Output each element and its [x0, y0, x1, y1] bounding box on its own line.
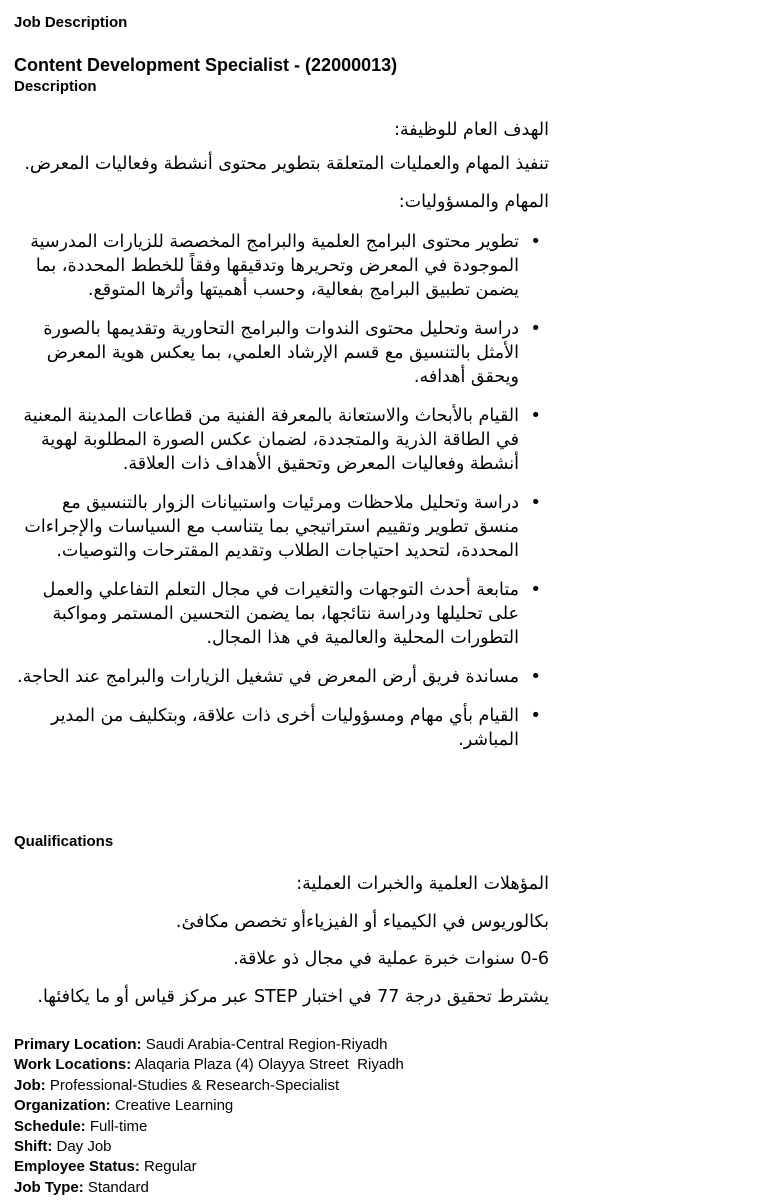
detail-schedule: Schedule: Full-time	[14, 1117, 148, 1135]
section-title: Job Description	[14, 14, 128, 31]
list-item: • مساندة فريق أرض المعرض في تشغيل الزيارات والبرامج عند الحاجة.	[12, 665, 549, 689]
detail-work-locations: Work Locations: Alaqaria Plaza (4) Olayya Street Riyadh	[14, 1056, 404, 1074]
list-item: • دراسة وتحليل ملاحظات ومرئيات واستبيانات الزوار بالتنسيق مع منسق تطوير وتقييم استراتيجي بما يتناسب مع السياسات والإجراءات المحددة، لتحديد احتياجات الطلاب وتقديم المقترحات والتوصيات.	[12, 491, 549, 563]
goal-text: تنفيذ المهام والعمليات المتعلقة بتطوير محتوى أنشطة وفعاليات المعرض.	[24, 154, 549, 174]
qualifications-label: Qualifications	[14, 833, 114, 850]
list-item: • تطوير محتوى البرامج العلمية والبرامج المخصصة للزيارات المدرسية الموجودة في المعرض وتحريرها وتدقيقها وفقاً للخطط المحددة، بما يضمن تطبيق البرامج بفعالية، وحسب أهميتها وأثرها المتوقع.	[12, 230, 549, 302]
qualification-item: يشترط تحقيق درجة 77 في اختبار STEP عبر مركز قياس أو ما يكافئها.	[37, 987, 549, 1007]
list-item: • دراسة وتحليل محتوى الندوات والبرامج التحاورية وتقديمها بالصورة الأمثل بالتنسيق مع قسم الإرشاد العلمي، بما يعكس هوية المعرض ويحقق أهدافه.	[12, 317, 549, 389]
detail-job: Job: Professional-Studies & Research-Specialist	[14, 1076, 340, 1094]
detail-primary-location: Primary Location: Saudi Arabia-Central Region-Riyadh	[14, 1036, 388, 1053]
qualification-item: بكالوريوس في الكيمياء أو الفيزياءأو تخصص مكافئ.	[175, 912, 549, 932]
description-label: Description	[14, 78, 97, 95]
list-item: • القيام بالأبحاث والاستعانة بالمعرفة الفنية من قطاعات المدينة المعنية في الطاقة الذرية والمتجددة، لضمان عكس الصورة المطلوبة لهوية أنشطة وفعاليات المعرض وتحقيق الأهداف ذات العلاقة.	[12, 404, 549, 476]
detail-shift: Shift: Day Job	[14, 1138, 112, 1156]
qualification-item: 0-6 سنوات خبرة عملية في مجال ذو علاقة.	[233, 949, 549, 969]
goal-heading: الهدف العام للوظيفة:	[393, 120, 549, 140]
detail-organization: Organization: Creative Learning	[14, 1097, 234, 1115]
list-item: • القيام بأي مهام ومسؤوليات أخرى ذات علاقة، وبتكليف من المدير المباشر.	[12, 704, 549, 752]
responsibilities-list	[12, 230, 549, 767]
responsibilities-heading: المهام والمسؤوليات:	[398, 192, 549, 212]
job-details-list	[14, 1035, 404, 1198]
detail-job-type: Job Type: Standard	[14, 1178, 149, 1196]
detail-employee-status: Employee Status: Regular	[14, 1158, 197, 1176]
qualifications-heading: المؤهلات العلمية والخبرات العملية:	[296, 874, 549, 894]
job-title: Content Development Specialist - (22000013)	[14, 55, 398, 75]
list-item: • متابعة أحدث التوجهات والتغيرات في مجال التعلم التفاعلي والعمل على تحليلها ودراسة نتائجها، بما يضمن التحسين المستمر ومواكبة التطورات المحلية والعالمية في هذا المجال.	[12, 578, 549, 650]
